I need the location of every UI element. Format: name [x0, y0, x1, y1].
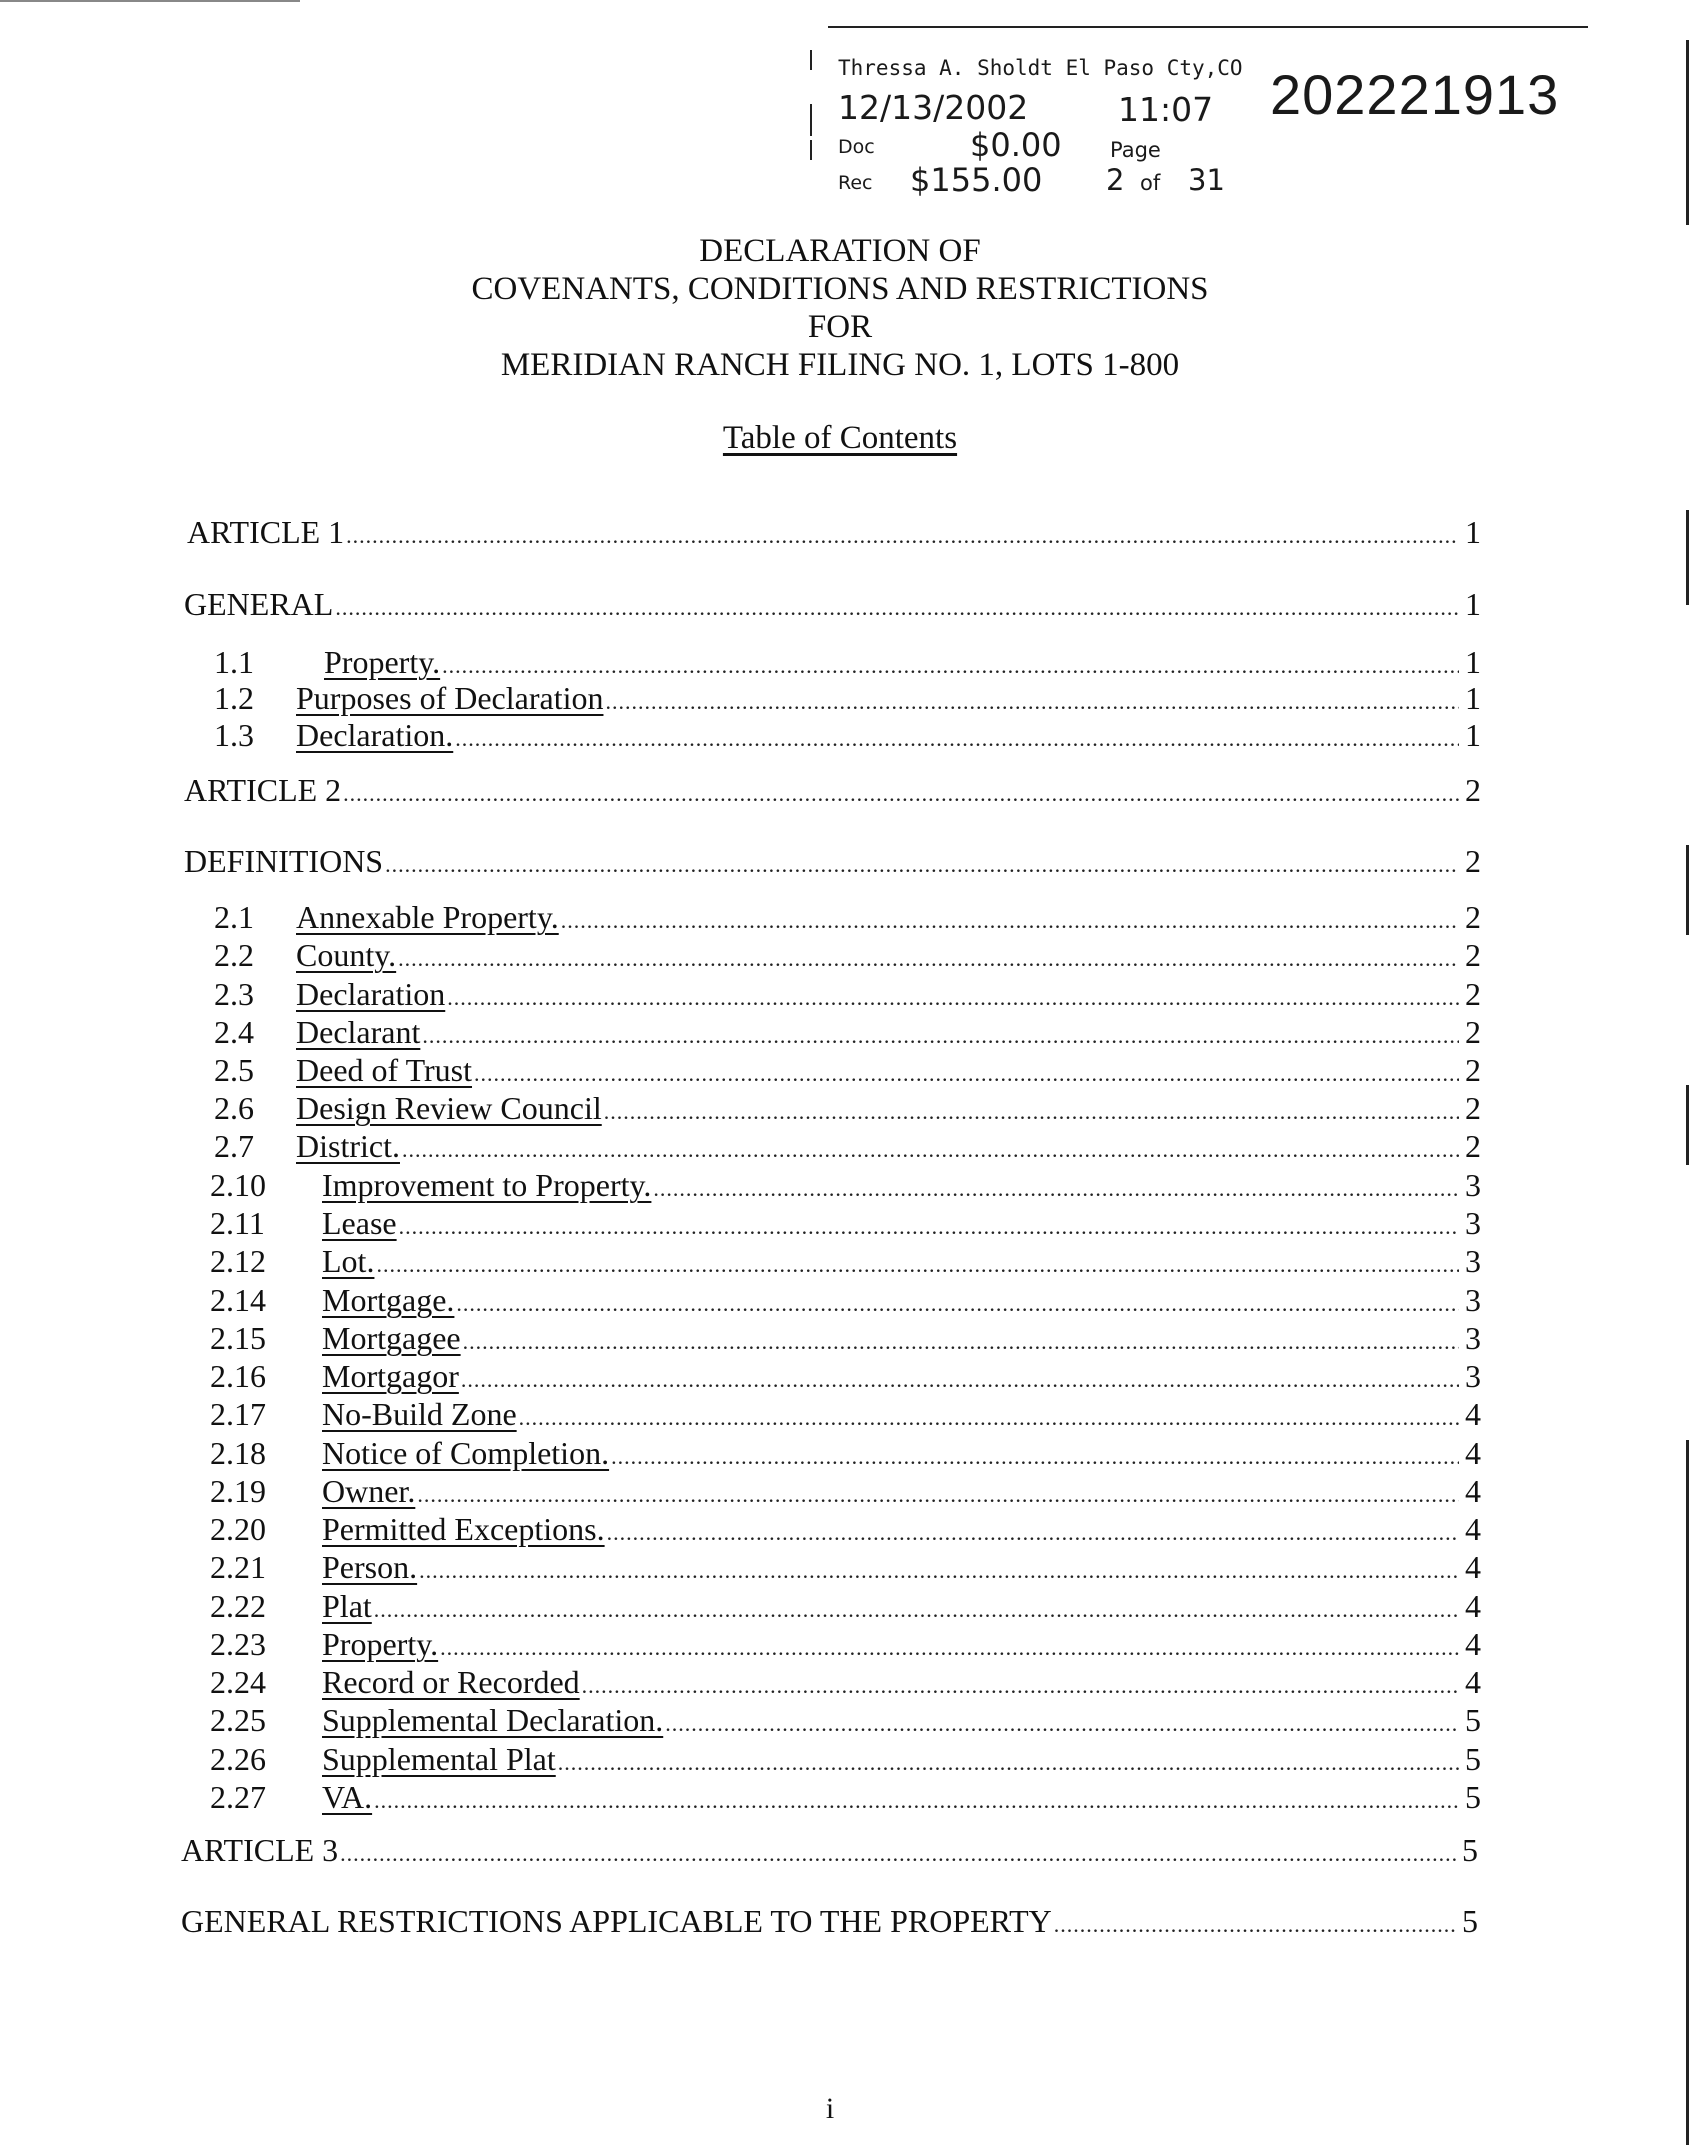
toc-leader-dots [402, 1137, 1459, 1163]
toc-leader-dots [607, 1520, 1459, 1546]
toc-leader-dots [653, 1176, 1459, 1202]
toc-entry-label: GENERAL [184, 586, 334, 622]
stamp-time: 11:07 [1118, 90, 1214, 129]
toc-entry[interactable] [214, 1014, 1481, 1052]
toc-leader-dots [374, 1788, 1459, 1814]
toc-entry-page: 2 [1465, 1090, 1481, 1126]
toc-entry-label: Mortgagee [322, 1320, 461, 1356]
toc-entry-label: Property. [322, 1626, 439, 1662]
toc-entry-number: 2.20 [210, 1511, 266, 1547]
toc-entry[interactable] [214, 899, 1481, 937]
toc-leader-dots [442, 653, 1459, 679]
toc-leader-dots [1054, 1912, 1456, 1938]
stamp-date: 12/13/2002 [838, 88, 1029, 127]
toc-entry-label: County. [296, 937, 397, 973]
toc-leader-dots [455, 726, 1459, 752]
toc-entry[interactable] [214, 1090, 1481, 1128]
stamp-page-total: 31 [1188, 163, 1225, 197]
toc-leader-dots [419, 1558, 1459, 1584]
toc-entry[interactable] [210, 1511, 1481, 1549]
toc-entry-label: Declaration [296, 976, 446, 1012]
toc-entry-label: Lot. [322, 1243, 375, 1279]
toc-entry-number: 2.24 [210, 1664, 266, 1700]
toc-entry-label: Property. [324, 644, 441, 680]
toc-entry-page: 4 [1465, 1588, 1481, 1624]
toc-leader-dots [399, 1214, 1459, 1240]
toc-entry-label: Supplemental Declaration. [322, 1702, 664, 1738]
toc-entry-page: 2 [1465, 1052, 1481, 1088]
toc-entry-page: 4 [1465, 1626, 1481, 1662]
stamp-rec-label: Rec [838, 172, 873, 194]
toc-entry[interactable] [210, 1549, 1481, 1587]
stamp-doc-fee: $0.00 [970, 126, 1062, 164]
toc-leader-dots [440, 1635, 1459, 1661]
toc-entry-page: 1 [1465, 586, 1481, 622]
toc-leader-dots [374, 1597, 1459, 1623]
toc-entry-number: 2.23 [210, 1626, 266, 1662]
toc-entry[interactable] [214, 1052, 1481, 1090]
toc-entry-page: 2 [1465, 1014, 1481, 1050]
title-line: FOR [807, 309, 873, 345]
toc-entry[interactable] [181, 1903, 1478, 1941]
toc-entry-page: 5 [1465, 1779, 1481, 1815]
toc-entry[interactable] [210, 1205, 1481, 1243]
toc-entry[interactable] [210, 1702, 1481, 1740]
title-line: MERIDIAN RANCH FILING NO. 1, LOTS 1-800 [500, 347, 1180, 383]
toc-entry[interactable] [210, 1626, 1481, 1664]
toc-entry-page: 1 [1465, 514, 1481, 550]
stamp-recorder: Thressa A. Sholdt El Paso Cty,CO [838, 56, 1243, 80]
toc-leader-dots [346, 523, 1459, 549]
toc-entry-page: 3 [1465, 1167, 1481, 1203]
toc-entry-number: 2.26 [210, 1741, 266, 1777]
toc-entry-label: Supplemental Plat [322, 1741, 556, 1777]
toc-leader-dots [417, 1482, 1459, 1508]
toc-entry-label: Declaration. [296, 717, 454, 753]
title-line: DECLARATION OF [699, 233, 981, 269]
toc-entry-number: 2.12 [210, 1243, 266, 1279]
toc-entry[interactable] [214, 937, 1481, 975]
toc-entry[interactable] [210, 1167, 1481, 1205]
toc-entry-label: Deed of Trust [296, 1052, 473, 1088]
stamp-page-current: 2 [1106, 163, 1125, 197]
toc-entry[interactable] [184, 586, 1481, 624]
toc-entry-page: 2 [1465, 1128, 1481, 1164]
toc-entry[interactable] [210, 1664, 1481, 1702]
toc-entry-number: 2.11 [210, 1205, 265, 1241]
toc-entry-number: 2.17 [210, 1396, 266, 1432]
toc-entry-number: 1.2 [214, 680, 254, 716]
toc-entry-label: ARTICLE 1 [187, 514, 345, 550]
toc-entry-page: 4 [1465, 1396, 1481, 1432]
toc-entry-label: DEFINITIONS [184, 843, 384, 879]
toc-entry-page: 1 [1465, 717, 1481, 753]
toc-entry-number: 1.3 [214, 717, 254, 753]
toc-leader-dots [461, 1367, 1459, 1393]
toc-entry-page: 5 [1465, 1702, 1481, 1738]
toc-entry-page: 3 [1465, 1243, 1481, 1279]
toc-entry-label: GENERAL RESTRICTIONS APPLICABLE TO THE PROPERTY [181, 1903, 1052, 1939]
toc-entry-label: Declarant [296, 1014, 421, 1050]
toc-entry-label: No-Build Zone [322, 1396, 517, 1432]
toc-entry-label: Person. [322, 1549, 418, 1585]
stamp-doc-label: Doc [838, 136, 875, 158]
toc-entry[interactable] [210, 1588, 1481, 1626]
toc-entry-page: 5 [1462, 1832, 1478, 1868]
toc-entry-label: Notice of Completion. [322, 1435, 610, 1471]
toc-entry[interactable] [184, 843, 1481, 881]
toc-entry-label: Annexable Property. [296, 899, 559, 935]
toc-entry-page: 4 [1465, 1435, 1481, 1471]
toc-entry-number: 2.5 [214, 1052, 254, 1088]
toc-leader-dots [474, 1061, 1459, 1087]
toc-entry[interactable] [210, 1741, 1481, 1779]
toc-entry[interactable] [210, 1320, 1481, 1358]
toc-leader-dots [665, 1711, 1459, 1737]
toc-entry-number: 2.25 [210, 1702, 266, 1738]
toc-leader-dots [582, 1673, 1459, 1699]
toc-entry-label: Plat [322, 1588, 372, 1624]
toc-entry[interactable] [214, 717, 1481, 755]
toc-leader-dots [611, 1444, 1459, 1470]
toc-entry[interactable] [210, 1473, 1481, 1511]
toc-leader-dots [343, 781, 1459, 807]
toc-leader-dots [456, 1291, 1459, 1317]
reception-number: 202221913 [1270, 63, 1560, 126]
toc-entry[interactable] [210, 1243, 1481, 1281]
toc-leader-dots [604, 1099, 1459, 1125]
toc-entry-page: 1 [1465, 680, 1481, 716]
toc-entry-number: 2.14 [210, 1282, 266, 1318]
toc-entry-number: 2.21 [210, 1549, 266, 1585]
toc-entry-page: 3 [1465, 1282, 1481, 1318]
toc-entry-number: 2.19 [210, 1473, 266, 1509]
toc-entry[interactable] [181, 1832, 1478, 1870]
toc-entry-label: ARTICLE 3 [181, 1832, 339, 1868]
toc-leader-dots [519, 1405, 1459, 1431]
toc-entry-number: 2.15 [210, 1320, 266, 1356]
toc-leader-dots [385, 852, 1459, 878]
toc-entry-label: ARTICLE 2 [184, 772, 342, 808]
toc-entry-label: Permitted Exceptions. [322, 1511, 605, 1547]
toc-entry-page: 2 [1465, 976, 1481, 1012]
title-line: COVENANTS, CONDITIONS AND RESTRICTIONS [471, 271, 1209, 307]
toc-entry-number: 2.7 [214, 1128, 254, 1164]
toc-entry-page: 1 [1465, 644, 1481, 680]
toc-leader-dots [340, 1841, 1456, 1867]
toc-entry-page: 5 [1465, 1741, 1481, 1777]
toc-entry-label: Design Review Council [296, 1090, 602, 1126]
toc-entry-page: 2 [1465, 772, 1481, 808]
toc-entry[interactable] [210, 1282, 1481, 1320]
toc-leader-dots [605, 689, 1459, 715]
toc-entry-number: 2.3 [214, 976, 254, 1012]
stamp-rec-fee: $155.00 [910, 161, 1043, 199]
toc-entry-number: 2.6 [214, 1090, 254, 1126]
page-number: i [825, 2092, 835, 2125]
toc-leader-dots [376, 1252, 1459, 1278]
toc-entry-label: Record or Recorded [322, 1664, 580, 1700]
toc-entry-page: 4 [1465, 1664, 1481, 1700]
toc-entry-number: 2.1 [214, 899, 254, 935]
toc-entry-number: 2.2 [214, 937, 254, 973]
toc-entry-page: 2 [1465, 899, 1481, 935]
toc-leader-dots [463, 1329, 1459, 1355]
toc-entry-number: 2.16 [210, 1358, 266, 1394]
toc-entry-number: 1.1 [214, 644, 254, 680]
stamp-page-of: of [1140, 171, 1161, 195]
toc-entry[interactable] [214, 976, 1481, 1014]
toc-entry[interactable] [210, 1396, 1481, 1434]
toc-leader-dots [398, 946, 1459, 972]
toc-entry[interactable] [214, 644, 1481, 682]
toc-entry-page: 3 [1465, 1320, 1481, 1356]
toc-entry-label: Lease [322, 1205, 397, 1241]
toc-entry[interactable] [214, 680, 1481, 718]
toc-entry-number: 2.4 [214, 1014, 254, 1050]
toc-entry[interactable] [210, 1358, 1481, 1396]
toc-entry-label: Owner. [322, 1473, 416, 1509]
toc-entry-page: 4 [1465, 1549, 1481, 1585]
toc-entry-label: District. [296, 1128, 400, 1164]
toc-entry-number: 2.18 [210, 1435, 266, 1471]
toc-entry-page: 4 [1465, 1511, 1481, 1547]
toc-entry-page: 3 [1465, 1358, 1481, 1394]
toc-entry-label: Mortgagor [322, 1358, 459, 1394]
toc-entry-page: 2 [1465, 937, 1481, 973]
toc-entry[interactable] [187, 514, 1481, 552]
toc-leader-dots [447, 985, 1459, 1011]
toc-entry[interactable] [210, 1779, 1481, 1817]
toc-entry-page: 3 [1465, 1205, 1481, 1241]
toc-leader-dots [558, 1750, 1459, 1776]
toc-leader-dots [422, 1023, 1459, 1049]
toc-entry-number: 2.22 [210, 1588, 266, 1624]
toc-entry-label: Purposes of Declaration [296, 680, 604, 716]
toc-entry[interactable] [184, 772, 1481, 810]
toc-entry-label: VA. [322, 1779, 373, 1815]
toc-leader-dots [561, 908, 1459, 934]
toc-entry[interactable] [210, 1435, 1481, 1473]
toc-entry-page: 4 [1465, 1473, 1481, 1509]
toc-entry-page: 5 [1462, 1903, 1478, 1939]
toc-entry-label: Improvement to Property. [322, 1167, 652, 1203]
toc-entry-number: 2.10 [210, 1167, 266, 1203]
toc-entry-label: Mortgage. [322, 1282, 455, 1318]
toc-leader-dots [335, 595, 1459, 621]
toc-entry-number: 2.27 [210, 1779, 266, 1815]
toc-entry-page: 2 [1465, 843, 1481, 879]
toc-heading: Table of Contents [722, 420, 958, 456]
stamp-page-label: Page [1110, 138, 1161, 162]
toc-entry[interactable] [214, 1128, 1481, 1166]
